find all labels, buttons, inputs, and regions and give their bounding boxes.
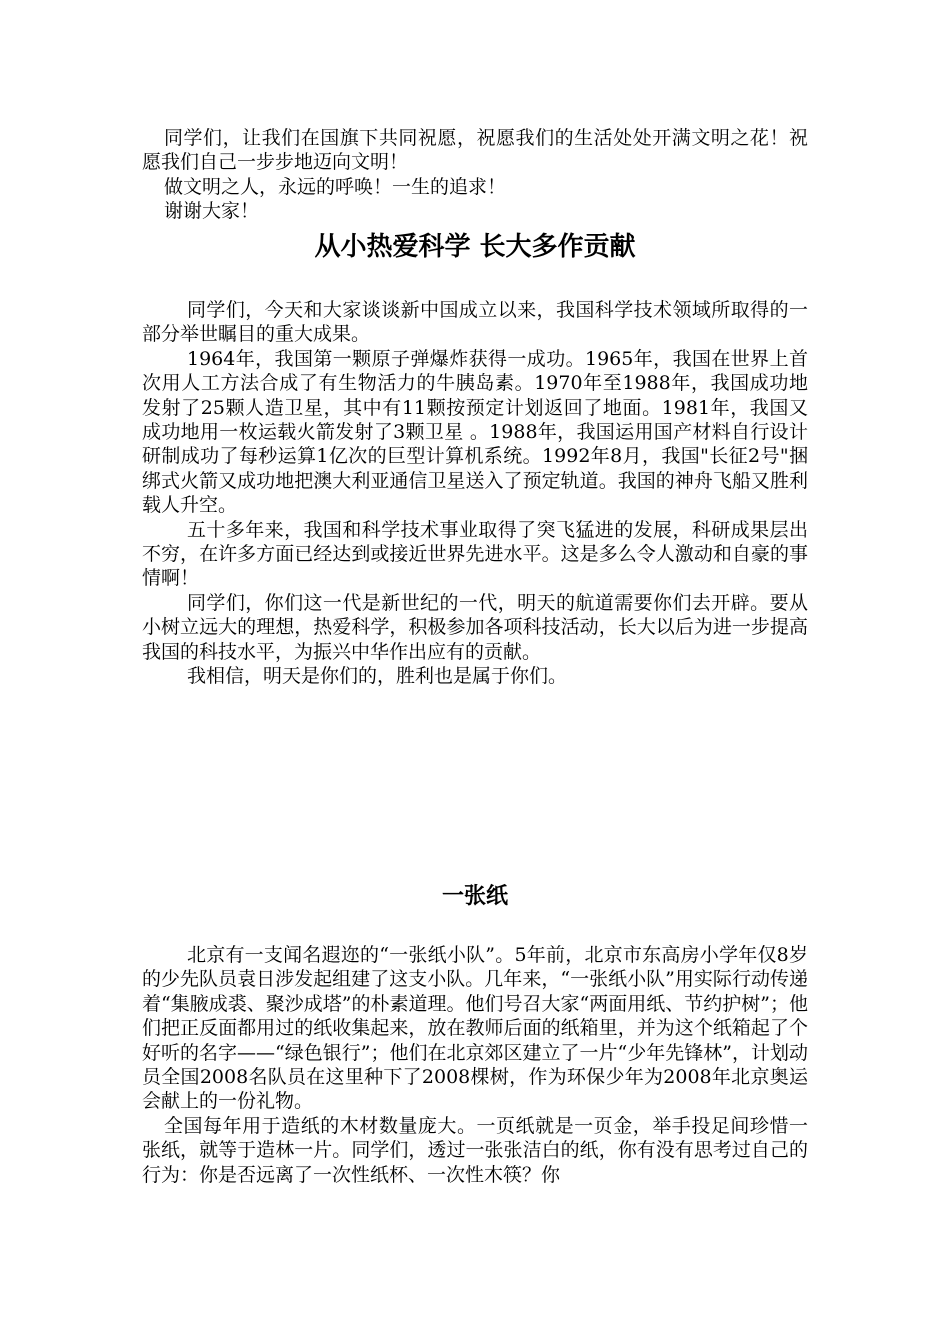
article-title: 一张纸 [441, 884, 508, 909]
paragraph: 同学们，让我们在国旗下共同祝愿，祝愿我们的生活处处开满文明之花！祝愿我们自己一步步地迈向文明！ [142, 127, 808, 174]
paragraph: 五十多年来，我国和科学技术事业取得了突飞猛进的发展，科研成果层出不穷，在许多方面已经达到或接近世界先进水平。这是多么令人激动和自豪的事情啊！ [142, 518, 808, 590]
paragraph: 我相信，明天是你们的，胜利也是属于你们。 [187, 665, 568, 688]
paragraph: 谢谢大家！ [164, 200, 260, 223]
article-body [142, 298, 808, 689]
paragraph: 同学们，今天和大家谈谈新中国成立以来，我国科学技术领域所取得的一部分举世瞩目的重大成果。 [142, 299, 808, 346]
article-body [142, 943, 808, 1187]
paragraph: 同学们，你们这一代是新世纪的一代，明天的航道需要你们去开辟。要从小树立远大的理想，热爱科学，积极参加各项科技活动，长大以后为进一步提高我国的科技水平，为振兴中华作出应有的贡献。 [142, 591, 808, 663]
previous-speech-ending [142, 126, 808, 224]
paragraph: 做文明之人，永远的呼唤！一生的追求！ [164, 175, 507, 198]
paragraph: 全国每年用于造纸的木材数量庞大。一页纸就是一页金，举手投足间珍惜一张纸，就等于造林一片。同学们，透过一张张洁白的纸，你有没有思考过自己的行为：你是否远离了一次性纸杯、一次性木筷？你 [142, 1114, 808, 1186]
article-title: 从小热爱科学 长大多作贡献 [314, 232, 636, 262]
paragraph: 北京有一支闻名遐迩的“一张纸小队”。5年前，北京市东高房小学年仅8岁的少先队员袁日涉发起组建了这支小队。几年来，“一张纸小队”用实际行动传递着“集腋成裘、聚沙成塔”的朴素道理。他们号召大家“两面用纸、节约护树”；他们把正反面都用过的纸收集起来，放在教师后面的纸箱里，并为这个纸箱起了个好听的名字——“绿色银行”；他们在北京郊区建立了一片“少年先锋林”，计划动员全国2008名队员在这里种下了2008棵树，作为环保少年为2008年北京奥运会献上的一份礼物。 [142, 944, 808, 1113]
paragraph: 1964年，我国第一颗原子弹爆炸获得一成功。1965年，我国在世界上首次用人工方法合成了有生物活力的牛胰岛素。1970年至1988年，我国成功地发射了25颗人造卫星，其中有11颗按预定计划返回了地面。1981年，我国又成功地用一枚运载火箭发射了3颗卫星 。1988年，我国运用国产材料自行设计研制成功了每秒运算1亿次的巨型计算机系统。1992年8月，我国"长征2号"捆绑式火箭又成功地把澳大利亚通信卫星送入了预定轨道。我国的神舟飞船又胜利载人升空。 [142, 347, 808, 517]
